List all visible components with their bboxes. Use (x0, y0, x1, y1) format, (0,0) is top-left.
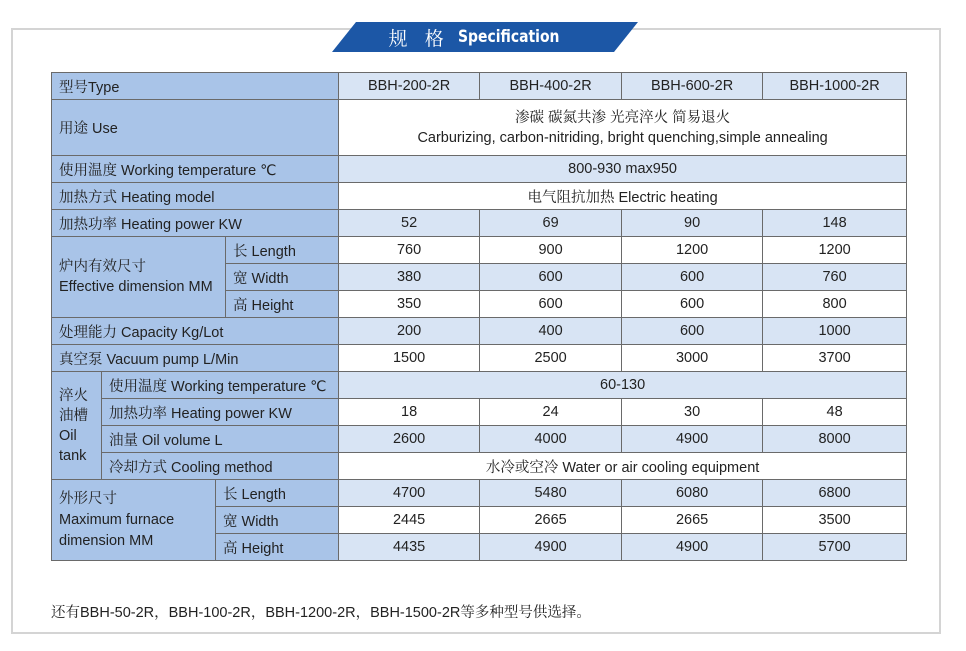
oil-power-value: 24 (480, 399, 622, 426)
furnace-height-value: 4900 (480, 534, 622, 561)
vacuum-value: 1500 (339, 345, 480, 372)
table-row (52, 237, 907, 264)
furnace-height-value: 5700 (763, 534, 907, 561)
effective-width-value: 760 (763, 264, 907, 291)
effective-dimension-label-en: Effective dimension MM (59, 279, 213, 295)
heating-model-label: 加热方式 Heating model (52, 183, 339, 210)
capacity-value: 1000 (763, 318, 907, 345)
use-label: 用途 Use (52, 100, 339, 156)
table-row (52, 183, 907, 210)
effective-length-value: 1200 (763, 237, 907, 264)
effective-height-value: 600 (480, 291, 622, 318)
furnace-dimension-label-line: Maximum furnace (59, 511, 175, 528)
table-row (52, 426, 907, 453)
effective-width-value: 600 (622, 264, 763, 291)
oil-power-value: 48 (763, 399, 907, 426)
temp-label: 使用温度 Working temperature ℃ (52, 156, 339, 183)
heating-model-value: 电气阻抗加热 Electric heating (339, 183, 907, 210)
table-row (52, 372, 907, 399)
power-value: 148 (763, 210, 907, 237)
footnote: 还有BBH-50-2R，BBH-100-2R，BBH-1200-2R，BBH-1500-2R等多种型号供选择。 (51, 605, 591, 621)
oil-power-value: 18 (339, 399, 480, 426)
effective-width-value: 380 (339, 264, 480, 291)
furnace-length-value: 6080 (622, 480, 763, 507)
furnace-height-value: 4900 (622, 534, 763, 561)
effective-length-value: 1200 (622, 237, 763, 264)
oil-temp-value: 60-130 (339, 372, 907, 399)
effective-width-label: 宽 Width (226, 264, 339, 291)
vacuum-value: 2500 (480, 345, 622, 372)
capacity-value: 600 (622, 318, 763, 345)
oil-volume-value: 8000 (763, 426, 907, 453)
furnace-length-label: 长 Length (216, 480, 339, 507)
power-label: 加热功率 Heating power KW (52, 210, 339, 237)
effective-height-value: 600 (622, 291, 763, 318)
oil-volume-value: 4000 (480, 426, 622, 453)
oil-tank-label-line: 油槽 (59, 407, 88, 424)
furnace-height-value: 4435 (339, 534, 480, 561)
oil-tank-label-line: Oil (59, 427, 77, 444)
furnace-length-value: 6800 (763, 480, 907, 507)
effective-dimension-label-cn: 炉内有效尺寸 (59, 259, 146, 275)
oil-volume-label: 油量 Oil volume L (102, 426, 339, 453)
oil-tank-label-line: tank (59, 447, 87, 464)
banner-title-cn: 规 格 (388, 28, 450, 50)
furnace-length-value: 5480 (480, 480, 622, 507)
effective-dimension-label (52, 237, 226, 318)
effective-length-value: 900 (480, 237, 622, 264)
table-row (52, 156, 907, 183)
effective-length-value: 760 (339, 237, 480, 264)
oil-volume-value: 4900 (622, 426, 763, 453)
temp-value: 800-930 max950 (339, 156, 907, 183)
furnace-width-value: 2665 (480, 507, 622, 534)
oil-cooling-label: 冷却方式 Cooling method (102, 453, 339, 480)
furnace-width-value: 2665 (622, 507, 763, 534)
furnace-dimension-label-line: 外形尺寸 (59, 490, 117, 507)
oil-temp-label: 使用温度 Working temperature ℃ (102, 372, 339, 399)
oil-volume-value: 2600 (339, 426, 480, 453)
oil-power-label: 加热功率 Heating power KW (102, 399, 339, 426)
power-value: 90 (622, 210, 763, 237)
table-row (52, 73, 907, 100)
furnace-length-value: 4700 (339, 480, 480, 507)
effective-height-value: 350 (339, 291, 480, 318)
section-banner (332, 22, 638, 52)
table-row (52, 210, 907, 237)
oil-tank-label (52, 372, 102, 480)
effective-length-label: 长 Length (226, 237, 339, 264)
power-value: 52 (339, 210, 480, 237)
furnace-width-value: 2445 (339, 507, 480, 534)
effective-height-label: 高 Height (226, 291, 339, 318)
spec-table (51, 72, 907, 561)
effective-width-value: 600 (480, 264, 622, 291)
table-row (52, 480, 907, 507)
model-header: BBH-200-2R (339, 73, 480, 100)
effective-height-value: 800 (763, 291, 907, 318)
table-row (52, 399, 907, 426)
type-label: 型号Type (52, 73, 339, 100)
oil-cooling-value: 水冷或空冷 Water or air cooling equipment (339, 453, 907, 480)
table-row (52, 318, 907, 345)
vacuum-label: 真空泵 Vacuum pump L/Min (52, 345, 339, 372)
use-value-en: Carburizing, carbon-nitriding, bright quenching,simple annealing (417, 129, 828, 146)
model-header: BBH-600-2R (622, 73, 763, 100)
table-row (52, 453, 907, 480)
furnace-dimension-label-line: dimension MM (59, 532, 154, 549)
capacity-label: 处理能力 Capacity Kg/Lot (52, 318, 339, 345)
model-header: BBH-1000-2R (763, 73, 907, 100)
vacuum-value: 3000 (622, 345, 763, 372)
furnace-width-value: 3500 (763, 507, 907, 534)
use-value-cn: 渗碳 碳氮共渗 光亮淬火 简易退火 (515, 109, 731, 126)
use-value (339, 100, 907, 156)
furnace-dimension-label (52, 480, 216, 561)
model-header: BBH-400-2R (480, 73, 622, 100)
banner-title-en: Specification (457, 27, 560, 47)
vacuum-value: 3700 (763, 345, 907, 372)
capacity-value: 400 (480, 318, 622, 345)
oil-power-value: 30 (622, 399, 763, 426)
table-row (52, 100, 907, 156)
oil-tank-label-line: 淬火 (59, 387, 88, 404)
furnace-width-label: 宽 Width (216, 507, 339, 534)
table-row (52, 345, 907, 372)
furnace-height-label: 高 Height (216, 534, 339, 561)
capacity-value: 200 (339, 318, 480, 345)
power-value: 69 (480, 210, 622, 237)
